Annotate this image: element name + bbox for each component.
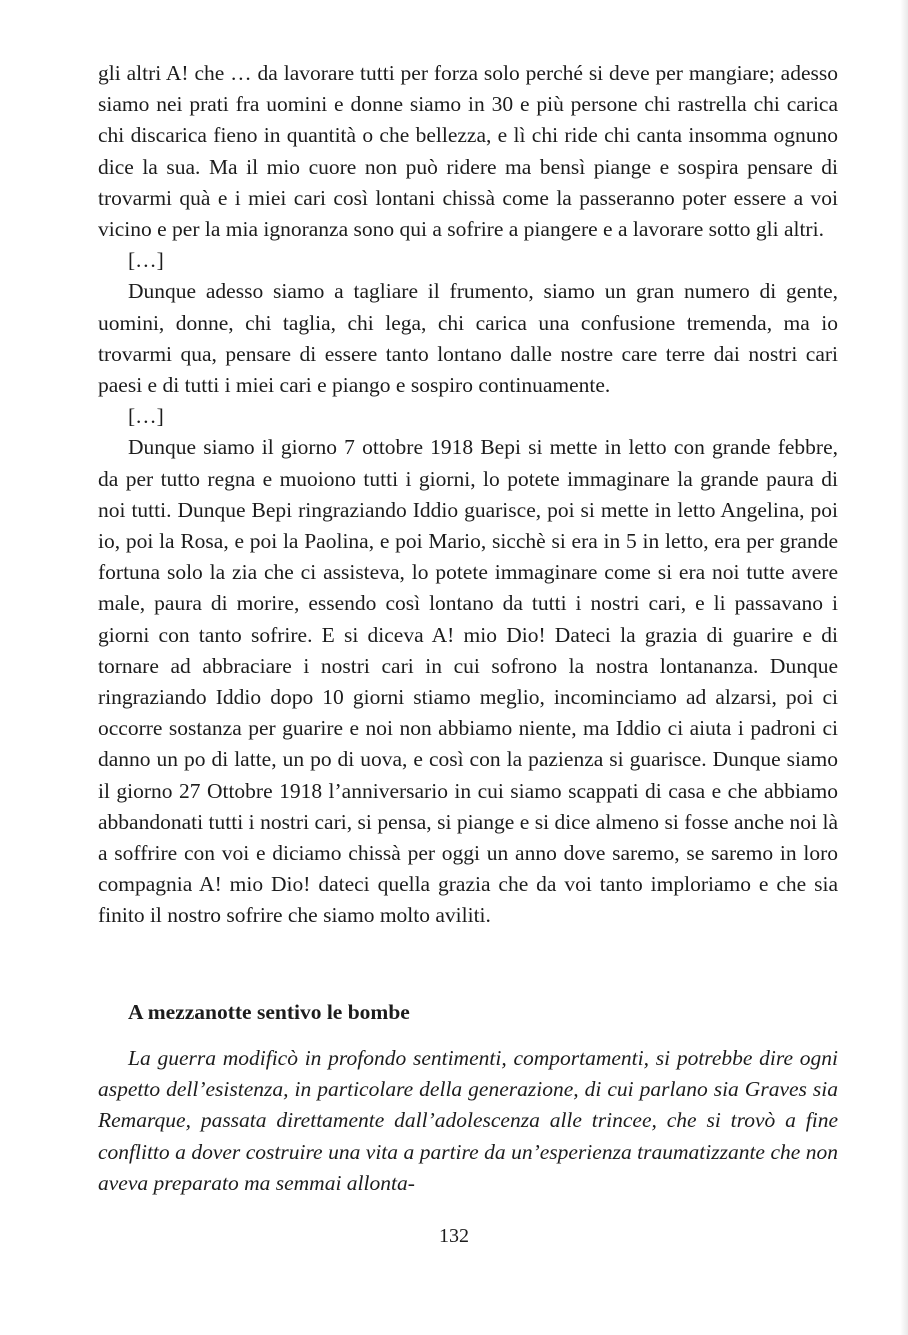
letter-paragraph-1: gli altri A! che … da lavorare tutti per forza solo perché si deve per mangiare; adesso siamo nei prati fra uomini e donne siamo in 30 e più persone chi rastrella chi carica chi discarica fieno in quantità o che bellezza, e lì chi ride chi canta insomma ognuno dice la sua. Ma il mio cuore non può ridere ma bensì piange e sospira pensare di trovarmi quà e i miei cari così lontani chissà come la passeranno poter essere a voi vicino e per la mia ignoranza sono qui a sofrire a piangere e a lavorare sotto gli altri. [98,61,838,242]
page-number: 132 [439,1225,469,1247]
section-intro-paragraph: La guerra modificò in profondo sentimenti, comportamenti, si potrebbe dire ogni aspetto dell’esistenza, in particolare della generazione, di cui parlano sia Graves sia Remarque, passata direttamente dall’adolescenza alle trincee, che si trovò a fine conflitto a dover costruire una vita a partire da un’esperienza traumatizzante che non aveva preparato ma semmai allonta- [98,1046,838,1195]
section-heading: A mezzanotte sentivo le bombe [128,1000,410,1024]
page-edge-shadow [900,0,908,1335]
letter-paragraph-3: Dunque siamo il giorno 7 ottobre 1918 Bepi si mette in letto con grande febbre, da per tutto regna e muoiono tutti i giorni, lo potete immaginare la grande paura di noi tutti. Dunque Bepi ringraziando Iddio guarisce, poi si mette in letto Angelina, poi io, poi la Rosa, e poi la Paolina, e poi Mario, sicchè si era in 5 in letto, era per grande fortuna solo la zia che ci assisteva, lo potete immaginare come si era noi tutte avere male, paura di morire, essendo così lontano da tutti i nostri cari, e li passavano i giorni con tanto sofrire. E si diceva A! mio Dio! Dateci la grazia di guarire e di tornare ad abbraciare i nostri cari in cui sofrono la nostra lontananza. Dunque ringraziando Iddio dopo 10 giorni stiamo meglio, incominciamo ad alzarsi, poi ci occorre sostanza per guarire e noi non abbiamo niente, ma Iddio ci aiuta i padroni ci danno un po di latte, un po di uova, e così con la pazienza si guarisce. Dunque siamo il giorno 27 Ottobre 1918 l’anniversario in cui siamo scappati di casa e che abbiamo abbandonati tutti i nostri cari, si pensa, si piange e si dice almeno si fosse anche noi là a soffrire con voi e diciamo chissà per oggi un anno dove saremo, se saremo in loro compagnia A! mio Dio! dateci quella grazia che da voi tanto imploriamo e che sia finito il nostro sofrire che siamo molto aviliti. [98,435,838,928]
omission-marker-2: […] [128,404,164,429]
letter-body [98,58,838,932]
omission-marker-1: […] [128,248,164,273]
letter-paragraph-2: Dunque adesso siamo a tagliare il frumento, siamo un gran numero di gente, uomini, donne, chi taglia, chi lega, chi carica una confusione tremenda, ma io trovarmi qua, pensare di essere tanto lontano dalle nostre care terre dai nostri cari paesi e di tutti i miei cari e piango e sospiro continuamente. [98,279,838,398]
